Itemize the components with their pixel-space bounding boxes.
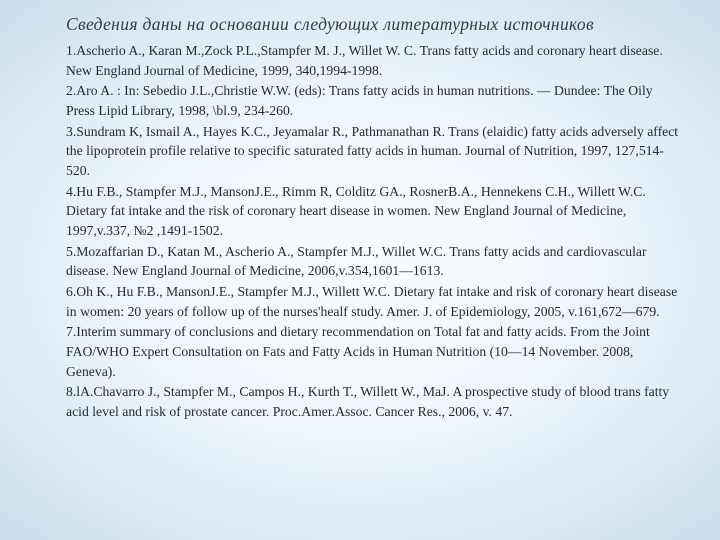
reference-number: 7. (66, 324, 77, 340)
slide-title: Сведения даны на основании следующих литературных источников (66, 14, 594, 34)
reference-number: 5. (66, 243, 77, 259)
reference-item (66, 282, 682, 321)
reference-number: 3. (66, 123, 77, 139)
reference-text: Ascherio A., Karan M.,Zock P.L.,Stampfer M. J., Willet W. C. Trans fatty acids and coronary heart disease. New England Journal of Medicine, 1999, 340,1994-1998. (66, 43, 663, 78)
reference-text: Aro A. : In: Sebedio J.L.,Christie W.W. (eds): Trans fatty acids in human nutritions. — Dundee: The Oily Press Lipid Library, 1998, \bl.9, 234-260. (66, 83, 653, 118)
reference-item (66, 382, 682, 421)
reference-number: 6. (66, 284, 77, 300)
reference-number: 2. (66, 83, 77, 99)
reference-item (66, 41, 682, 80)
reference-text: Interim summary of conclusions and dietary recommendation on Total fat and fatty acids. From the Joint FAO/WHO Expert Consultation on Fats and Fatty Acids in Human Nutrition (10—14 November. 2008, Geneva). (66, 324, 650, 379)
reference-number: 8. (66, 384, 77, 400)
reference-list (66, 41, 682, 422)
reference-text: Hu F.B., Stampfer M.J., MansonJ.E., Rimm R, Colditz GA., RosnerB.A., Hennekens C.H., Willett W.C. Dietary fat intake and the risk of coronary heart disease in women. New England Journal of Medicine, 1997,v.337, №2 ,1491-1502. (66, 183, 646, 238)
reference-text: Mozaffarian D., Katan M., Ascherio A., Stampfer M.J., Willet W.C. Trans fatty acids and cardiovascular disease. New England Journal of Medicine, 2006,v.354,1601—1613. (66, 243, 647, 279)
reference-text: lA.Chavarro J., Stampfer M., Campos H., Kurth T., Willett W., MaJ. A prospective study of blood trans fatty acid level and risk of prostate cancer. Proc.Amer.Assoc. Cancer Res., 2006, v. 47. (66, 384, 670, 419)
reference-number: 4. (66, 183, 77, 199)
reference-number: 1. (66, 43, 77, 58)
reference-item (66, 81, 682, 120)
reference-item (66, 122, 682, 181)
reference-item (66, 182, 682, 241)
reference-text: Sundram K, Ismail A., Hayes K.C., Jeyamalar R., Pathmanathan R. Trans (elaidic) fatty acids adversely affect the lipoprotein profile relative to specific saturated fatty acids in human. Journal of Nutrition, 1997, 127,514-520. (66, 123, 679, 178)
reference-item (66, 242, 682, 281)
reference-text: Oh K., Hu F.B., MansonJ.E., Stampfer M.J., Willett W.C. Dietary fat intake and risk of coronary heart disease in women: 20 years of follow up of the nurses'healf study. Amer. J. of Epidemiology, 2005, v.161,672—679. (66, 284, 678, 319)
reference-item (66, 322, 682, 381)
